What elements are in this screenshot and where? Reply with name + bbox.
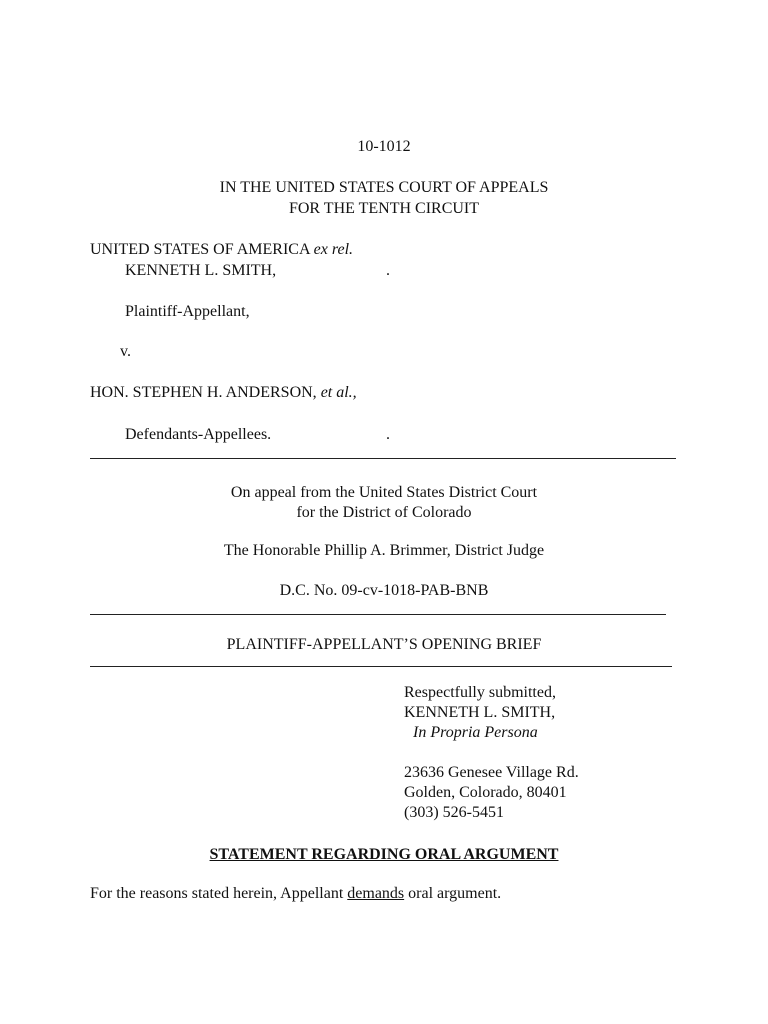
defendant-role: Defendants-Appellees. xyxy=(125,426,272,443)
ex-rel-italic: ex rel. xyxy=(313,241,354,258)
district-judge: The Honorable Phillip A. Brimmer, District Judge xyxy=(223,542,545,559)
court-name-line1: IN THE UNITED STATES COURT OF APPEALS xyxy=(219,179,549,196)
demands-underlined: demands xyxy=(347,885,405,902)
plaintiff-name: KENNETH L. SMITH, xyxy=(125,262,277,279)
address-line1: 23636 Genesee Village Rd. xyxy=(404,764,579,781)
divider-rule-1 xyxy=(90,458,676,459)
dc-number: D.C. No. 09-cv-1018-PAB-BNB xyxy=(279,582,489,599)
plaintiff-line xyxy=(90,240,353,260)
phone-number: (303) 526-5451 xyxy=(404,804,504,821)
court-name-line2: FOR THE TENTH CIRCUIT xyxy=(288,200,480,217)
oral-argument-text-end: oral argument. xyxy=(404,885,502,902)
et-al-italic: et al., xyxy=(320,384,357,401)
appeal-line1: On appeal from the United States District Court xyxy=(230,484,538,501)
case-number: 10-1012 xyxy=(357,138,411,155)
defendant-line-text: HON. STEPHEN H. ANDERSON, xyxy=(90,384,321,401)
oral-argument-heading: STATEMENT REGARDING ORAL ARGUMENT xyxy=(209,846,559,863)
signature-line1: Respectfully submitted, xyxy=(404,684,556,701)
signature-capacity xyxy=(413,723,538,743)
defendant-dot: . xyxy=(386,426,390,443)
defendant-line xyxy=(90,383,357,403)
in-propria-persona-italic: In Propria Persona xyxy=(413,724,538,741)
brief-title: PLAINTIFF-APPELLANT’S OPENING BRIEF xyxy=(226,636,542,653)
appeal-line2: for the District of Colorado xyxy=(296,504,472,521)
address-line2: Golden, Colorado, 80401 xyxy=(404,784,567,801)
divider-rule-2 xyxy=(90,614,666,615)
signature-name: KENNETH L. SMITH, xyxy=(404,704,556,721)
oral-argument-text-start: For the reasons stated herein, Appellant xyxy=(90,885,348,902)
plaintiff-line-text: UNITED STATES OF AMERICA xyxy=(90,241,314,258)
oral-argument-text xyxy=(90,884,501,904)
versus: v. xyxy=(120,343,131,360)
plaintiff-dot: . xyxy=(386,262,390,279)
divider-rule-3 xyxy=(90,666,672,667)
plaintiff-role: Plaintiff-Appellant, xyxy=(125,303,250,320)
